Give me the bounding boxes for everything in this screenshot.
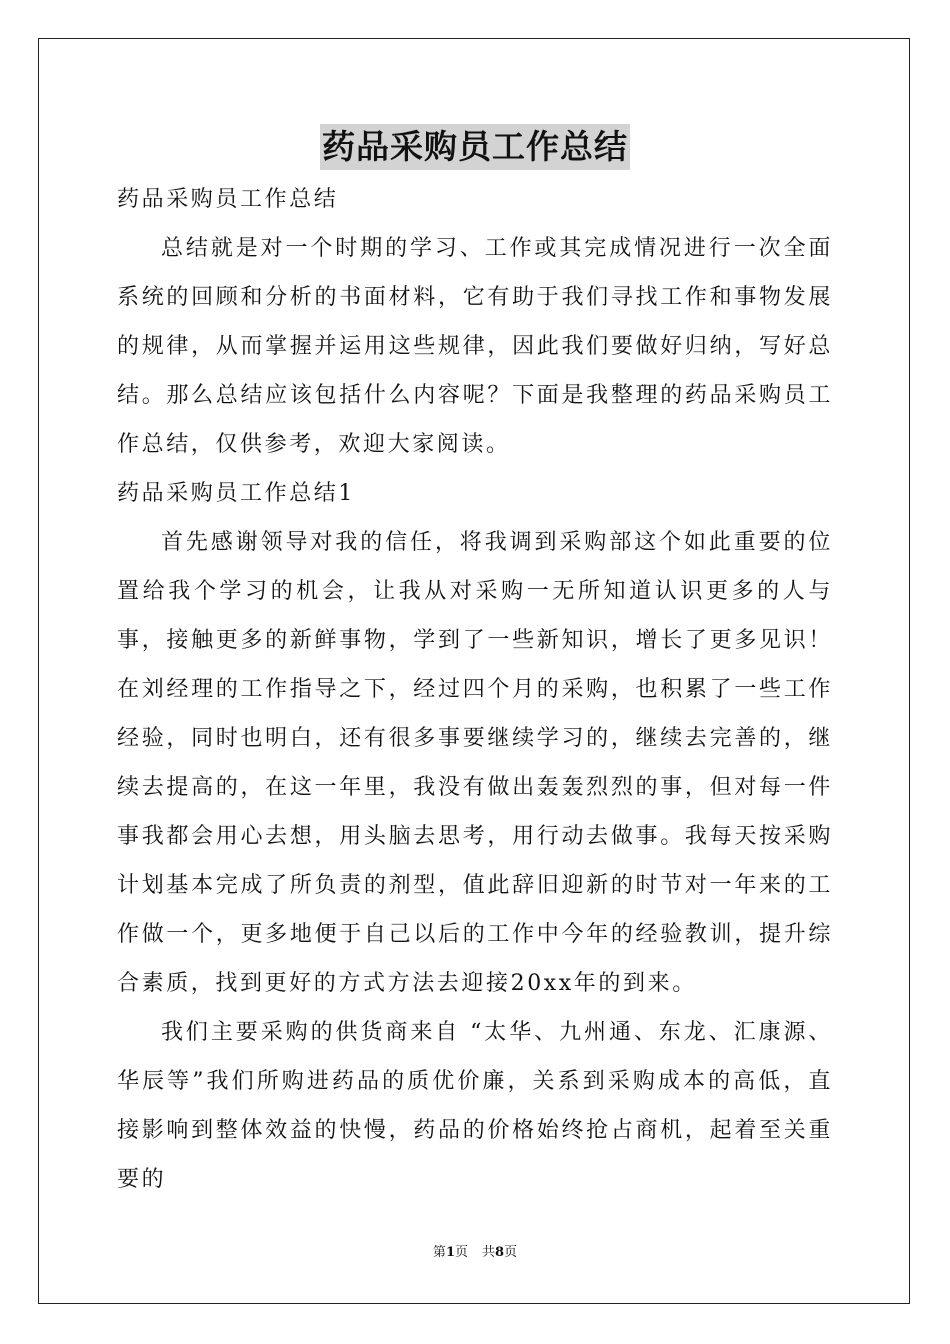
page-current: 1 <box>445 1245 455 1260</box>
document-title-wrap <box>0 124 950 170</box>
total-prefix: 共 <box>482 1245 496 1260</box>
document-title: 药品采购员工作总结 <box>320 124 630 170</box>
body-paragraph-2: 我们主要采购的供货商来自 “太华、九州通、东龙、汇康源、华辰等”我们所购进药品的质优价廉，关系到采购成本的高低，直接影响到整体效益的快慢，药品的价格始终抢占商机，起着至关重要的 <box>117 1020 833 1192</box>
page-suffix: 页 <box>454 1245 468 1260</box>
total-suffix: 页 <box>504 1245 518 1260</box>
section-heading: 药品采购员工作总结1 <box>117 481 355 506</box>
page-prefix: 第 <box>432 1245 446 1260</box>
page-footer <box>0 1244 950 1262</box>
total-pages: 8 <box>495 1245 505 1260</box>
subtitle: 药品采购员工作总结 <box>117 187 339 212</box>
document-body <box>117 175 833 1204</box>
intro-paragraph: 总结就是对一个时期的学习、工作或其完成情况进行一次全面系统的回顾和分析的书面材料，它有助于我们寻找工作和事物发展的规律，从而掌握并运用这些规律，因此我们要做好归纳，写好总结。那么总结应该包括什么内容呢？下面是我整理的药品采购员工作总结，仅供参考，欢迎大家阅读。 <box>117 236 833 457</box>
body-paragraph-1: 首先感谢领导对我的信任，将我调到采购部这个如此重要的位置给我个学习的机会，让我从对采购一无所知道认识更多的人与事，接触更多的新鲜事物，学到了一些新知识，增长了更多见识！在刘经理的工作指导之下，经过四个月的采购，也积累了一些工作经验，同时也明白，还有很多事要继续学习的，继续去完善的，继续去提高的，在这一年里，我没有做出轰轰烈烈的事，但对每一件事我都会用心去想，用头脑去思考，用行动去做事。我每天按采购计划基本完成了所负责的剂型，值此辞旧迎新的时节对一年来的工作做一个，更多地便于自己以后的工作中今年的经验教训，提升综合素质，找到更好的方式方法去迎接20xx年的到来。 <box>117 530 833 996</box>
